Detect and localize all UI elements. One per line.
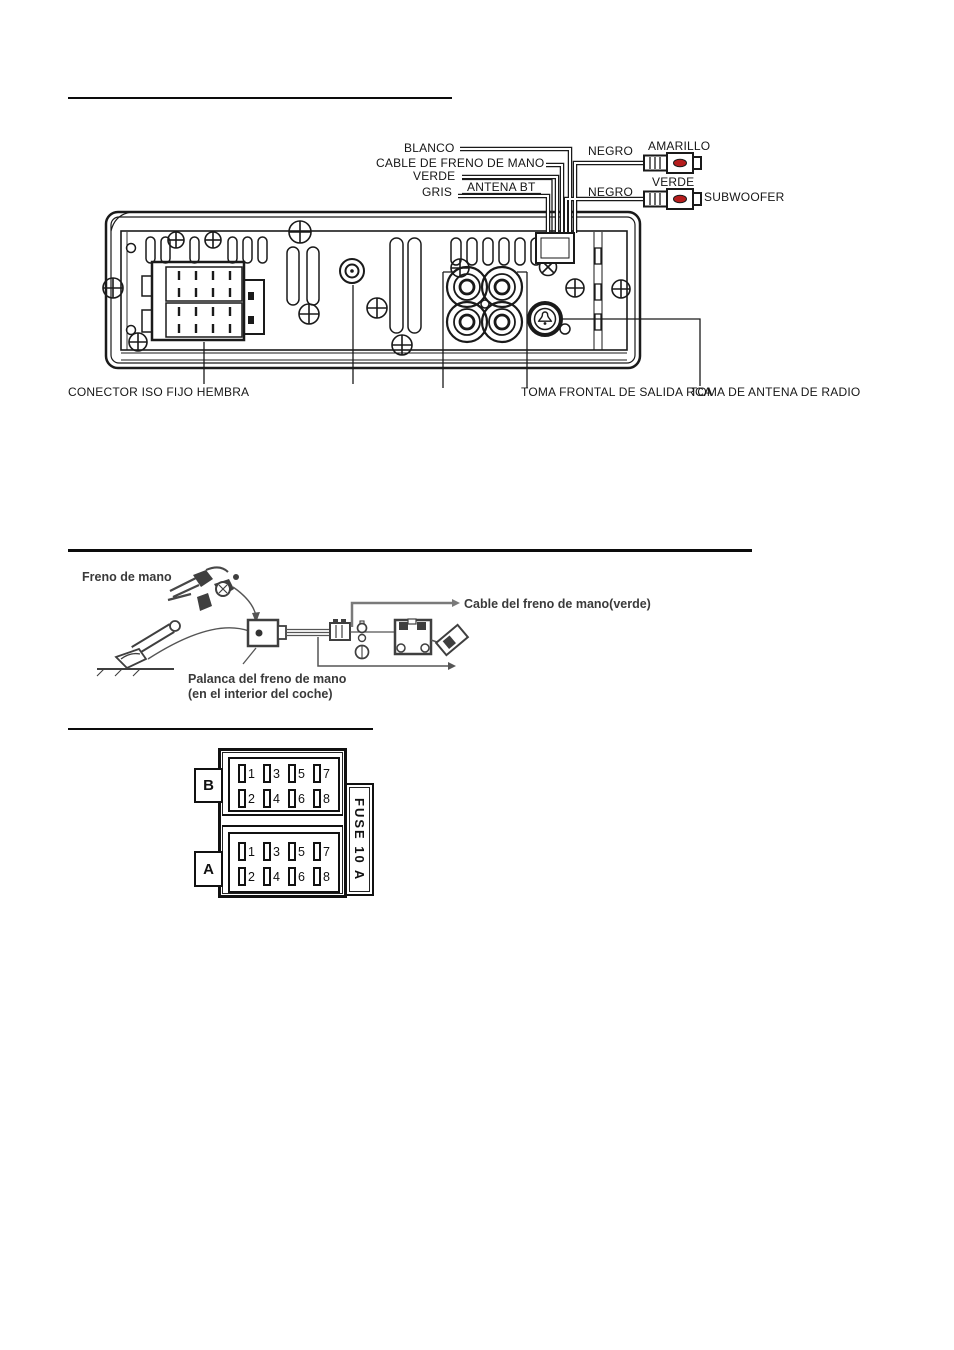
antenna-jack — [529, 303, 561, 335]
pin-number: 8 — [323, 791, 330, 806]
section-divider-3 — [68, 728, 373, 730]
rca-red-center — [674, 159, 687, 167]
wire-label-gris: GRIS — [422, 185, 453, 199]
fuse-label: FUSE 10 A — [352, 797, 367, 882]
pin-cell — [263, 867, 288, 886]
wire-label-amarillo: AMARILLO — [648, 139, 711, 153]
label-freno-de-mano: Freno de mano — [82, 570, 172, 584]
pin-slot-icon — [263, 842, 271, 861]
wire-label-negro-1: NEGRO — [588, 144, 634, 158]
pin-number: 2 — [248, 791, 255, 806]
pin-number: 1 — [248, 766, 255, 781]
pin-slot-icon — [238, 789, 246, 808]
label-conector-iso: CONECTOR ISO FIJO HEMBRA — [68, 385, 250, 399]
pin-slot-icon — [238, 867, 246, 886]
pin-slot-icon — [288, 764, 296, 783]
pin-cell — [263, 842, 288, 861]
pin-row-a-odd — [230, 842, 338, 861]
pin-slot-icon — [238, 764, 246, 783]
pin-number: 3 — [273, 766, 280, 781]
label-palanca-line2: (en el interior del coche) — [188, 687, 333, 701]
pin-number: 6 — [298, 869, 305, 884]
wire-label-negro-2: NEGRO — [588, 185, 634, 199]
iso-connector-block — [142, 262, 264, 340]
pin-cell — [238, 867, 263, 886]
pin-slot-icon — [263, 764, 271, 783]
section-divider-2 — [68, 549, 752, 552]
pin-row-b-odd — [230, 764, 338, 783]
wire-label-cable-freno: CABLE DE FRENO DE MANO — [376, 156, 545, 170]
pin-slot-icon — [313, 867, 321, 886]
pin-cell — [313, 789, 338, 808]
pin-slot-icon — [288, 789, 296, 808]
rca-red-center — [674, 195, 687, 203]
pin-cell — [288, 764, 313, 783]
right-strip — [594, 232, 602, 350]
pin-cell — [263, 764, 288, 783]
pin-slot-icon — [263, 867, 271, 886]
pin-slot-icon — [288, 842, 296, 861]
pin-cell — [313, 842, 338, 861]
pin-number: 4 — [273, 791, 280, 806]
fuse-holder-bevel — [349, 787, 370, 892]
pin-cell — [238, 764, 263, 783]
iso-tab-a — [194, 851, 223, 887]
arrow-curve-1 — [233, 587, 256, 616]
pin-slot-icon — [238, 842, 246, 861]
wire-label-subwoofer: SUBWOOFER — [704, 190, 785, 204]
label-toma-antena: TOMA DE ANTENA DE RADIO — [690, 385, 861, 399]
pin-slot-icon — [263, 789, 271, 808]
pin-number: 7 — [323, 844, 330, 859]
round-connector — [340, 259, 364, 283]
pin-number: 5 — [298, 844, 305, 859]
pin-row-a-even — [230, 867, 338, 886]
pin-cell — [238, 842, 263, 861]
wire-label-verde-rca: VERDE — [652, 175, 695, 189]
pin-slot-icon — [288, 867, 296, 886]
handbrake-lever-sketch — [97, 621, 180, 676]
pin-slot-icon — [313, 842, 321, 861]
iso-tab-b-label: B — [203, 777, 214, 794]
pin-number: 7 — [323, 766, 330, 781]
pin-slot-icon — [313, 764, 321, 783]
rca-plug-yellow — [644, 153, 701, 173]
spade-terminal — [436, 625, 468, 655]
rca-output-jacks — [447, 267, 522, 342]
iso-block-b — [228, 757, 340, 812]
pin-cell — [288, 789, 313, 808]
pin-row-b-even — [230, 789, 338, 808]
pin-cell — [313, 764, 338, 783]
wire-label-antena-bt: ANTENA BT — [467, 180, 536, 194]
pin-number: 1 — [248, 844, 255, 859]
pin-number: 6 — [298, 791, 305, 806]
wire-label-blanco: BLANCO — [404, 141, 455, 155]
label-toma-rca: TOMA FRONTAL DE SALIDA RCA — [521, 385, 713, 399]
panel-holes — [127, 238, 571, 335]
stereo-rear-panel-drawing — [0, 0, 954, 430]
iso-divider-bar — [222, 814, 343, 827]
pin-number: 3 — [273, 844, 280, 859]
pin-cell — [238, 789, 263, 808]
iso-tab-b — [194, 768, 223, 803]
pin-number: 4 — [273, 869, 280, 884]
arrowhead-2 — [452, 599, 460, 607]
pin-cell — [263, 789, 288, 808]
handbrake-mechanism-sketch — [168, 567, 239, 611]
pin-number: 5 — [298, 766, 305, 781]
pin-cell — [313, 867, 338, 886]
pin-cell — [288, 867, 313, 886]
label-palanca-line1: Palanca del freno de mano — [188, 672, 347, 686]
iso-tab-a-label: A — [203, 860, 214, 878]
pin-number: 8 — [323, 869, 330, 884]
cable-chain — [243, 619, 468, 664]
fuse-holder — [345, 783, 374, 896]
pin-number: 2 — [248, 869, 255, 884]
label-cable-freno-verde: Cable del freno de mano(verde) — [464, 597, 651, 611]
arrowhead-3 — [448, 662, 456, 670]
pin-slot-icon — [313, 789, 321, 808]
iso-block-a — [228, 832, 340, 893]
wire-label-verde: VERDE — [413, 169, 456, 183]
rca-plug-green — [644, 189, 701, 209]
iso-connector-pinout — [203, 748, 367, 898]
pin-cell — [288, 842, 313, 861]
